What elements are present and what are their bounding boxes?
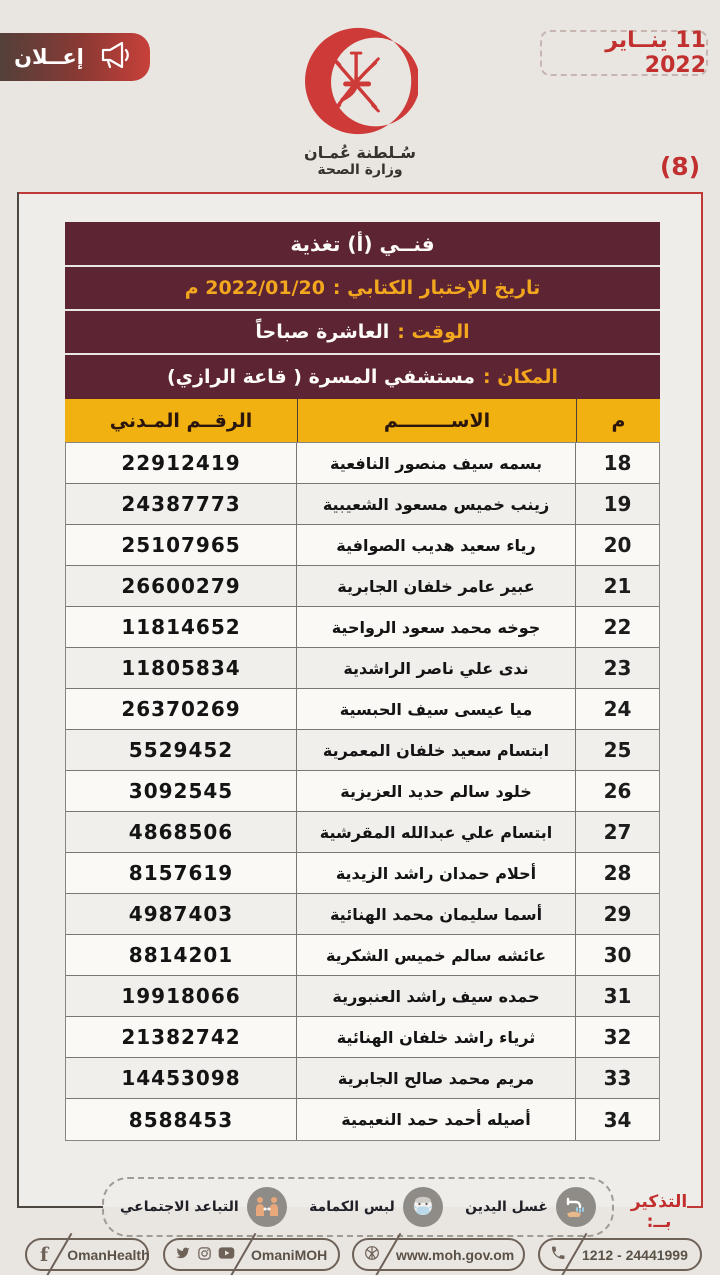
civil-id-cell: 25107965 <box>121 533 241 557</box>
column-header-row <box>65 399 660 442</box>
table-row <box>66 607 659 648</box>
megaphone-icon <box>98 40 136 74</box>
civil-id-cell: 11814652 <box>121 615 241 639</box>
civil-id-cell: 8814201 <box>128 943 234 967</box>
table-row <box>66 484 659 525</box>
exam-time-label: الوقت : <box>397 321 470 343</box>
serial-cell: 28 <box>575 853 659 893</box>
youtube-icon <box>218 1246 235 1263</box>
website-pill <box>352 1238 525 1271</box>
facebook-pill <box>25 1238 149 1271</box>
name-cell: أصيله أحمد حمد النعيمية <box>296 1099 575 1140</box>
serial-cell: 30 <box>575 935 659 975</box>
phone-icon <box>550 1245 566 1264</box>
civil-id-cell: 8157619 <box>128 861 234 885</box>
website-url: www.moh.gov.om <box>396 1246 515 1263</box>
exam-title-row <box>65 222 660 267</box>
table-row <box>66 648 659 689</box>
page-number: (8) <box>659 152 701 181</box>
reminder-item-face-mask <box>309 1187 443 1227</box>
civil-id-cell: 14453098 <box>121 1066 241 1090</box>
serial-cell: 34 <box>575 1099 659 1140</box>
face-mask-icon <box>403 1187 443 1227</box>
name-cell: أسما سليمان محمد الهنائية <box>296 894 575 934</box>
serial-cell: 23 <box>575 648 659 688</box>
reminder-label: التذكير بــ: <box>630 1192 688 1232</box>
name-cell: ثرياء راشد خلفان الهنائية <box>296 1017 575 1057</box>
exam-table <box>65 222 660 1141</box>
reminder-item-hand-washing <box>465 1187 596 1227</box>
civil-id-cell: 4868506 <box>128 820 234 844</box>
civil-id-cell: 26370269 <box>121 697 241 721</box>
serial-cell: 21 <box>575 566 659 606</box>
globe-icon <box>364 1245 380 1264</box>
serial-cell: 27 <box>575 812 659 852</box>
exam-title: فنــي (أ) تغذية <box>290 231 435 256</box>
table-row <box>66 935 659 976</box>
civil-id-cell: 8588453 <box>128 1107 234 1132</box>
name-cell: مريم محمد صالح الجابرية <box>296 1058 575 1098</box>
exam-time-row <box>65 311 660 355</box>
instagram-icon <box>197 1246 212 1264</box>
table-body <box>65 442 660 1141</box>
serial-cell: 22 <box>575 607 659 647</box>
name-cell: جوخه محمد سعود الرواحية <box>296 607 575 647</box>
facebook-icon: f <box>40 1243 49 1266</box>
serial-cell: 31 <box>575 976 659 1016</box>
phone-number: 1212 - 24441999 <box>582 1246 688 1263</box>
civil-id-cell: 26600279 <box>121 574 241 598</box>
serial-cell: 29 <box>575 894 659 934</box>
phone-pill <box>538 1238 702 1271</box>
name-cell: عبير عامر خلفان الجابرية <box>296 566 575 606</box>
announcement-label: إعــلان <box>14 45 84 69</box>
social-media-pill <box>163 1238 340 1271</box>
name-cell: ميا عيسى سيف الحبسية <box>296 689 575 729</box>
table-row <box>66 730 659 771</box>
logo-country-text: سُـلطنة عُمـان <box>304 143 416 162</box>
table-row <box>66 1058 659 1099</box>
table-row <box>66 976 659 1017</box>
name-cell: أحلام حمدان راشد الزيدية <box>296 853 575 893</box>
reminder-item-label: غسل اليدين <box>465 1199 548 1215</box>
table-row <box>66 812 659 853</box>
card-border-right <box>701 192 703 1207</box>
serial-cell: 32 <box>575 1017 659 1057</box>
table-row <box>66 1017 659 1058</box>
column-header-name: الاســــــــم <box>297 399 576 442</box>
twitter-icon <box>175 1245 191 1264</box>
table-row <box>66 443 659 484</box>
logo-ministry-text: وزارة الصحة <box>317 162 403 179</box>
civil-id-cell: 21382742 <box>121 1025 241 1049</box>
table-row <box>66 894 659 935</box>
civil-id-cell: 19918066 <box>121 984 241 1008</box>
civil-id-cell: 3092545 <box>128 779 234 803</box>
card-border-top <box>17 192 703 194</box>
exam-date-value: 2022/01/20 م <box>184 277 325 299</box>
serial-cell: 18 <box>575 443 659 483</box>
serial-cell: 33 <box>575 1058 659 1098</box>
civil-id-cell: 5529452 <box>128 738 234 762</box>
crescent-emblem-icon <box>302 123 418 142</box>
name-cell: رياء سعيد هديب الصوافية <box>296 525 575 565</box>
name-cell: ابتسام سعيد خلفان المعمرية <box>296 730 575 770</box>
name-cell: ندى علي ناصر الراشدية <box>296 648 575 688</box>
reminder-item-social-distancing <box>120 1187 287 1227</box>
name-cell: ابتسام علي عبدالله المقرشية <box>296 812 575 852</box>
serial-cell: 20 <box>575 525 659 565</box>
table-row <box>66 689 659 730</box>
exam-date-label: تاريخ الإختبار الكتابي : <box>332 277 541 299</box>
exam-date-row <box>65 267 660 311</box>
serial-cell: 19 <box>575 484 659 524</box>
date-badge: 11 ينــاير 2022 <box>540 30 708 76</box>
name-cell: خلود سالم حديد العزيزية <box>296 771 575 811</box>
announcement-badge <box>0 33 150 81</box>
serial-cell: 25 <box>575 730 659 770</box>
name-cell: حمده سيف راشد العنبورية <box>296 976 575 1016</box>
column-header-serial: م <box>576 399 660 442</box>
civil-id-cell: 11805834 <box>121 656 241 680</box>
civil-id-cell: 22912419 <box>121 451 241 475</box>
table-row <box>66 566 659 607</box>
name-cell: عائشه سالم خميس الشكرية <box>296 935 575 975</box>
reminder-box <box>102 1177 614 1237</box>
name-cell: بسمه سيف منصور النافعية <box>296 443 575 483</box>
social-handle: OmaniMOH <box>251 1246 328 1263</box>
table-row <box>66 771 659 812</box>
facebook-handle: OmanHealth <box>67 1246 150 1263</box>
social-distancing-icon <box>247 1187 287 1227</box>
table-row <box>66 1099 659 1140</box>
moh-logo <box>270 26 450 178</box>
exam-place-value: مستشفي المسرة ( قاعة الرازي) <box>166 366 476 388</box>
civil-id-cell: 4987403 <box>128 902 234 926</box>
reminder-item-label: لبس الكمامة <box>309 1199 395 1215</box>
table-row <box>66 525 659 566</box>
serial-cell: 26 <box>575 771 659 811</box>
exam-place-row <box>65 355 660 399</box>
hand-washing-icon <box>556 1187 596 1227</box>
exam-time-value: العاشرة صباحاً <box>255 321 390 343</box>
card-border-left <box>17 192 19 1208</box>
serial-cell: 24 <box>575 689 659 729</box>
civil-id-cell: 24387773 <box>121 492 241 516</box>
connector-left-line <box>17 1206 103 1208</box>
reminder-item-label: التباعد الاجتماعي <box>120 1199 239 1215</box>
name-cell: زينب خميس مسعود الشعيبية <box>296 484 575 524</box>
table-row <box>66 853 659 894</box>
column-header-civil-id: الرقــم المـدني <box>109 409 253 432</box>
exam-place-label: المكان : <box>483 366 559 388</box>
